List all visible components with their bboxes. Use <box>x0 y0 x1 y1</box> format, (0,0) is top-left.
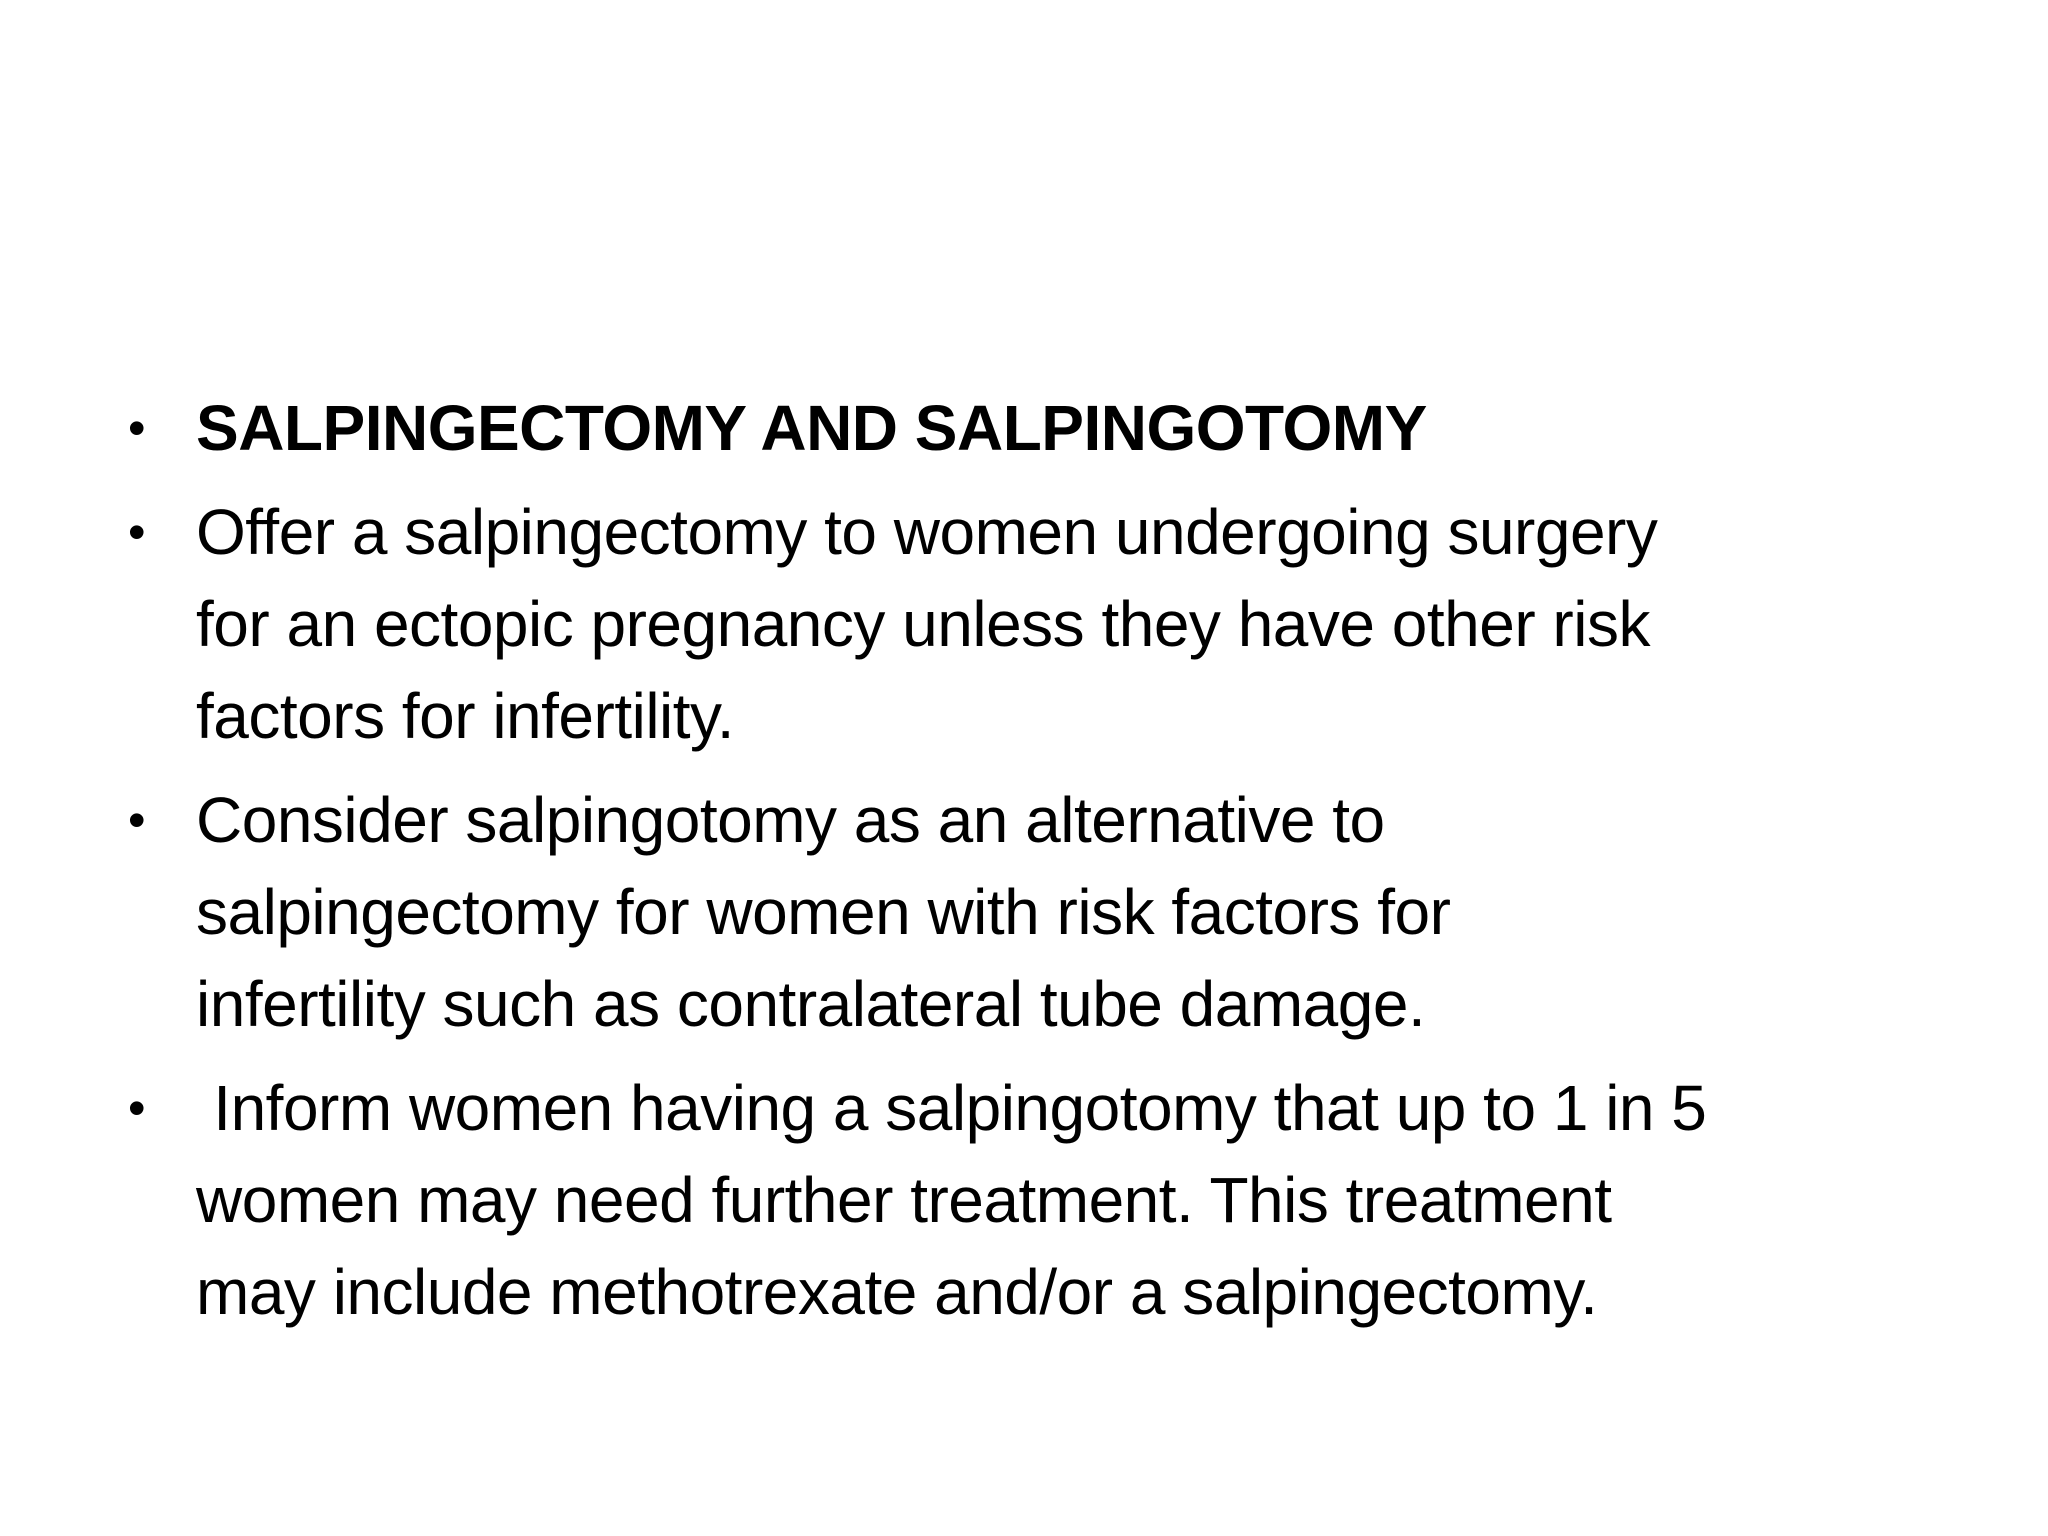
text-line: SALPINGECTOMY AND SALPINGOTOMY <box>196 392 1427 464</box>
bullet-item-offer-salpingectomy <box>118 486 1978 762</box>
bullet-list <box>118 382 1978 1350</box>
bullet-text <box>196 1062 1978 1338</box>
bullet-item-consider-salpingotomy <box>118 774 1978 1050</box>
text-line: infertility such as contralateral tube damage. <box>196 968 1426 1040</box>
text-line: Inform women having a salpingotomy that up to 1 in 5 <box>196 1072 1707 1144</box>
text-line: for an ectopic pregnancy unless they have other risk <box>196 588 1650 660</box>
bullet-icon: • <box>128 1080 146 1136</box>
bullet-item-heading <box>118 382 1978 474</box>
text-line: salpingectomy for women with risk factors for <box>196 876 1451 948</box>
bullet-icon: • <box>128 504 146 560</box>
text-line: Consider salpingotomy as an alternative to <box>196 784 1385 856</box>
bullet-text <box>196 486 1978 762</box>
bullet-item-inform-women <box>118 1062 1978 1338</box>
bullet-text <box>196 382 1978 474</box>
text-line: women may need further treatment. This treatment <box>196 1164 1612 1236</box>
bullet-icon: • <box>128 792 146 848</box>
text-line: Offer a salpingectomy to women undergoing surgery <box>196 496 1658 568</box>
text-line: factors for infertility. <box>196 680 735 752</box>
bullet-text <box>196 774 1978 1050</box>
bullet-icon: • <box>128 400 146 456</box>
text-line: may include methotrexate and/or a salpingectomy. <box>196 1256 1598 1328</box>
